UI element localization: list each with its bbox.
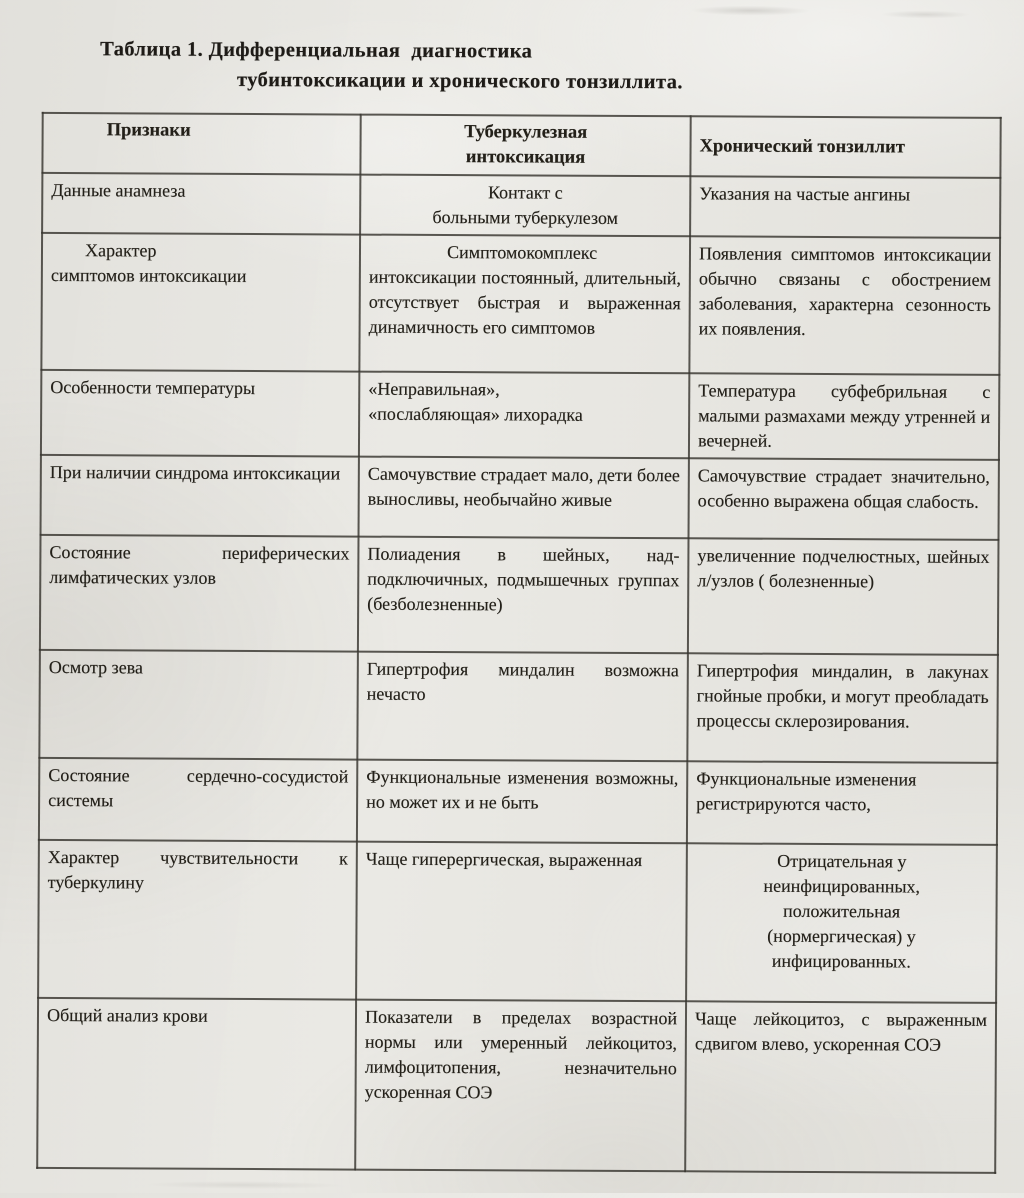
table-header-row xyxy=(42,113,1000,178)
header-cell-tb-intoxication: Туберкулезная интоксикация xyxy=(360,115,690,177)
document-title-line1: Таблица 1. Дифференциальная диагностика xyxy=(99,38,533,63)
table-row-tuberculin-sensitivity xyxy=(38,840,997,1003)
cell-temperature-col3: Температура субфебрильная с малыми размахами между утренней и вечерней. xyxy=(689,373,999,460)
table-row-blood-test xyxy=(37,998,996,1173)
cell-intoxication-symptoms-col3: Появления симптомов интоксикации обычно связаны с обострением заболевания, характерна сезонность их появления. xyxy=(689,236,1000,375)
cell-pharynx-exam-col3: Гипертрофия миндалин, в лакунах гнойные пробки, и могут преобладать процессы склерозирования. xyxy=(687,653,998,763)
cell-cardiovascular-col1: Состояние сердечно-сосудистой системы xyxy=(39,758,357,842)
cell-blood-test-col3: Чаще лейкоцитоз, с выраженным сдвигом влево, ускоренная СОЭ xyxy=(685,1001,996,1173)
cell-temperature-col1: Особенности температуры xyxy=(41,370,359,457)
cell-pharynx-exam-col2: Гипертрофия миндалин возможна нечасто xyxy=(357,652,688,762)
table-row-cardiovascular xyxy=(39,758,997,845)
cell-intoxication-symptoms-col1: Характер симптомов интоксикации xyxy=(41,233,360,372)
document-title-line2: тубинтоксикации и хронического тонзиллита. xyxy=(236,68,683,94)
cell-blood-test-col1: Общий анализ крови xyxy=(37,998,356,1170)
cell-tuberculin-sensitivity-col2: Чаще гиперергическая, выраженная xyxy=(356,842,687,1002)
cell-anamnesis-col1: Данные анамнеза xyxy=(42,173,360,235)
header-cell-features: Признаки xyxy=(42,113,360,175)
cell-lymph-nodes-col3: увеличенние подчелюстных, шейных л/узлов ( болезненные) xyxy=(688,538,999,655)
cell-anamnesis-col2: Контакт с больными туберкулезом xyxy=(360,175,690,237)
table-row-intoxication-syndrome xyxy=(41,455,999,540)
cell-intoxication-symptoms-col2: Симптомокомплекс интоксикации постоянный, длительный, отсутствует быстрая и выраженная динамичность его симптомов xyxy=(359,235,690,374)
cell-anamnesis-col3: Указания на частые ангины xyxy=(690,176,1000,238)
table-row-pharynx-exam xyxy=(39,650,998,763)
scan-artifact xyxy=(690,5,810,16)
table-row-lymph-nodes xyxy=(40,535,999,655)
cell-intoxication-syndrome-col3: Самочувствие страдает значительно, особенно выражена общая слабость. xyxy=(689,458,999,540)
table-header xyxy=(42,113,1000,178)
cell-intoxication-syndrome-col1: При наличии синдрома интоксикации xyxy=(41,455,359,537)
table-row-intoxication-symptoms xyxy=(41,233,1000,375)
scan-artifact xyxy=(880,10,970,18)
cell-temperature-col2: «Неправильная», «послабляющая» лихорадка xyxy=(359,372,689,459)
cell-cardiovascular-col3: Функциональные изменения регистрируются часто, xyxy=(687,761,997,845)
table-body xyxy=(37,173,1000,1173)
cell-lymph-nodes-col1: Состояние периферических лимфатических узлов xyxy=(40,535,359,652)
cell-pharynx-exam-col1: Осмотр зева xyxy=(39,650,358,760)
cell-cardiovascular-col2: Функциональные изменения возможны, но может их и не быть xyxy=(357,760,687,844)
cell-blood-test-col2: Показатели в пределах возрастной нормы или умеренный лейкоцитоз, лимфоцитопения, незначительно ускоренная СОЭ xyxy=(355,1000,686,1172)
header-cell-chronic-tonsillitis: Хронический тонзиллит xyxy=(690,116,1000,178)
cell-intoxication-syndrome-col2: Самочувствие страдает мало, дети более выносливы, необычайно живые xyxy=(359,457,689,539)
cell-tuberculin-sensitivity-col3: Отрицательная у неинфицированных, положительная (нормергическая) у инфицированных. xyxy=(686,843,997,1003)
cell-tuberculin-sensitivity-col1: Характер чувствительности к туберкулину xyxy=(38,840,357,1000)
diagnosis-table xyxy=(36,112,1002,1174)
scan-artifact xyxy=(144,1180,344,1189)
table-row-temperature xyxy=(41,370,999,460)
table-row-anamnesis xyxy=(42,173,1000,238)
cell-lymph-nodes-col2: Полиадения в шейных, над-подключичных, подмышечных группах (безболезненные) xyxy=(358,537,689,654)
